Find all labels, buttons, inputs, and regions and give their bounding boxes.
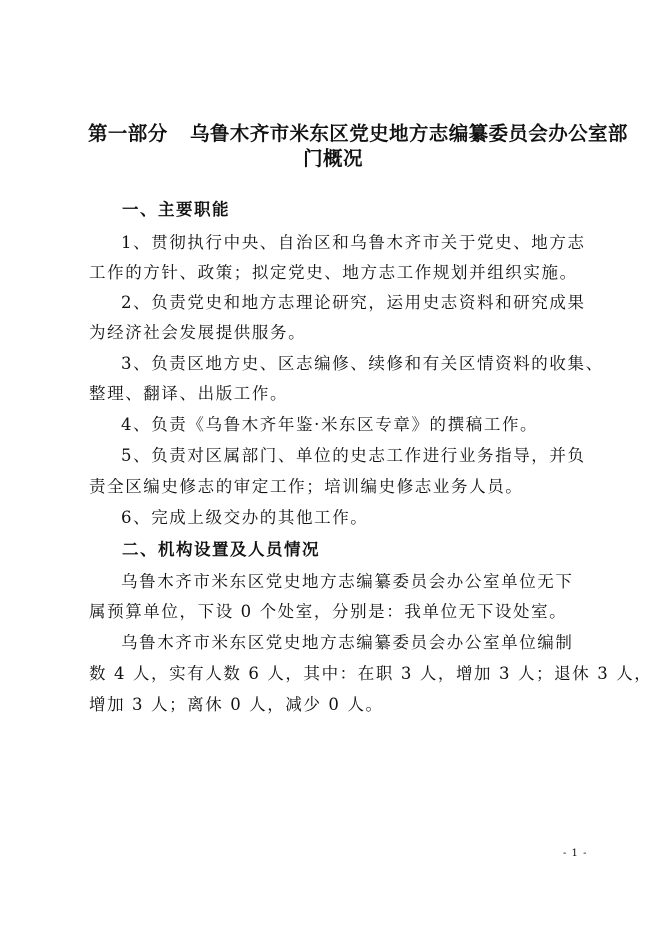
paragraph-line: 责全区编史修志的审定工作；培训编史修志业务人员。 bbox=[89, 477, 524, 496]
paragraph-line: 6、完成上级交办的其他工作。 bbox=[121, 508, 369, 527]
page-number: - 1 - bbox=[563, 848, 588, 859]
paragraph-line: 增加 3 人；离休 0 人，减少 0 人。 bbox=[89, 695, 384, 714]
paragraph-line: 为经济社会发展提供服务。 bbox=[89, 323, 307, 342]
paragraph-line: 数 4 人，实有人数 6 人，其中：在职 3 人，增加 3 人；退休 3 人， bbox=[89, 664, 653, 683]
paragraph-line: 2、负责党史和地方志理论研究，运用史志资料和研究成果 bbox=[121, 293, 586, 312]
title-part: 第一部分 bbox=[88, 122, 168, 145]
paragraph-line: 5、负责对区属部门、单位的史志工作进行业务指导，并负 bbox=[121, 446, 586, 465]
title-line-1: 乌鲁木齐市米东区党史地方志编纂委员会办公室部 bbox=[190, 122, 628, 145]
paragraph-line: 4、负责《乌鲁木齐年鉴·米东区专章》的撰稿工作。 bbox=[121, 415, 539, 434]
section-heading-functions: 一、主要职能 bbox=[122, 200, 230, 219]
paragraph-line: 乌鲁木齐市米东区党史地方志编纂委员会办公室单位无下 bbox=[121, 572, 574, 591]
page-title bbox=[88, 118, 628, 146]
paragraph-line: 工作的方针、政策；拟定党史、地方志工作规划并组织实施。 bbox=[89, 263, 578, 282]
paragraph-line: 3、负责区地方史、区志编修、续修和有关区情资料的收集、 bbox=[121, 354, 604, 373]
title-line-2: 门概况 bbox=[303, 147, 363, 170]
section-heading-organization: 二、机构设置及人员情况 bbox=[122, 540, 320, 559]
paragraph-line: 属预算单位，下设 0 个处室，分别是：我单位无下设处室。 bbox=[89, 602, 568, 621]
paragraph-line: 乌鲁木齐市米东区党史地方志编纂委员会办公室单位编制 bbox=[121, 633, 574, 652]
paragraph-line: 1、贯彻执行中央、自治区和乌鲁木齐市关于党史、地方志 bbox=[121, 233, 586, 252]
paragraph-line: 整理、翻译、出版工作。 bbox=[89, 384, 289, 403]
